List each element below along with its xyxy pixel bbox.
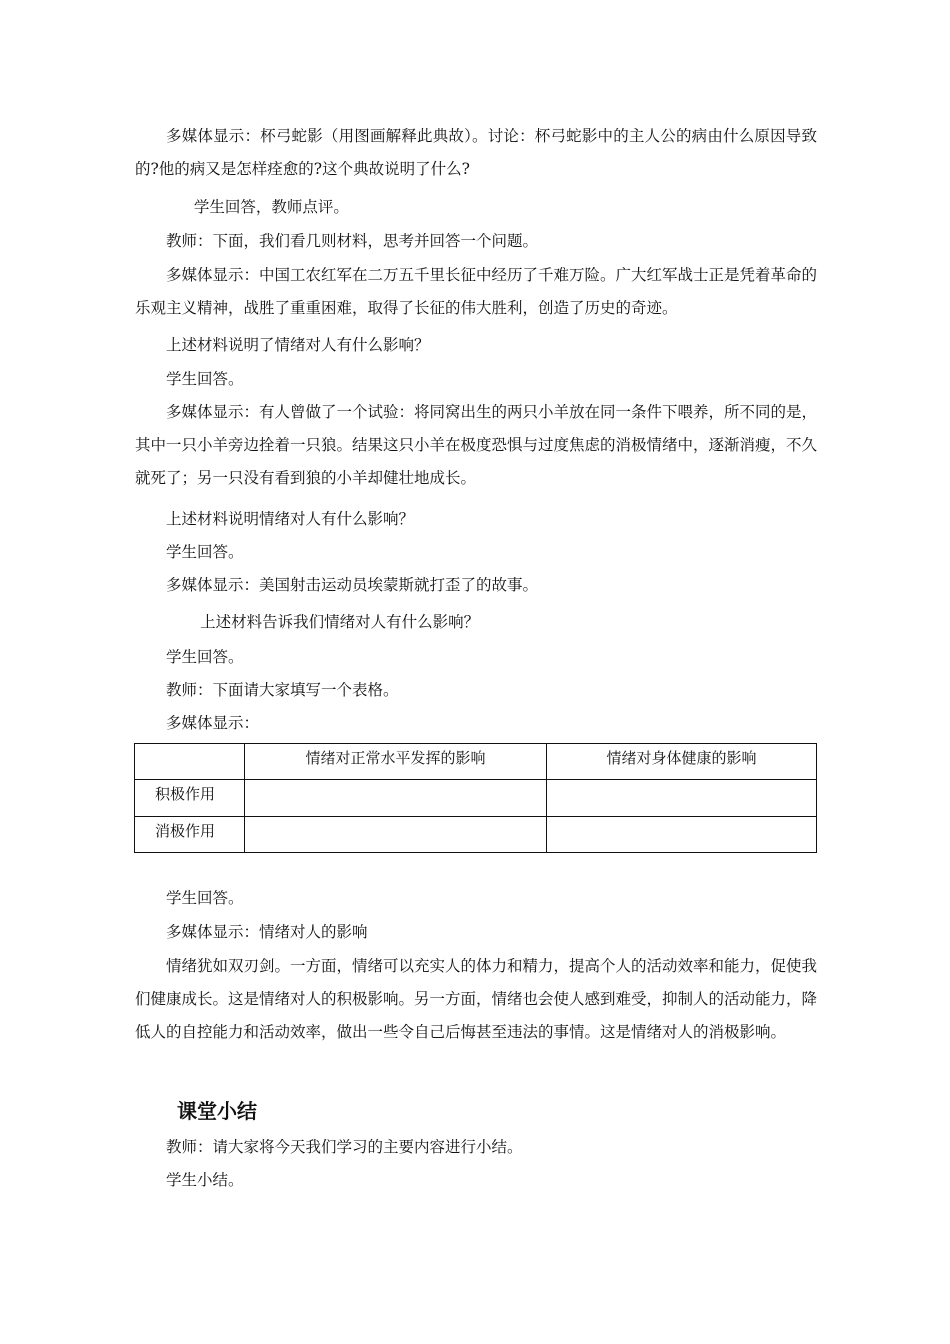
table-row	[135, 780, 817, 816]
table-cell	[547, 780, 817, 816]
paragraph: 上述材料说明情绪对人有什么影响？	[166, 510, 415, 528]
table-header-row	[135, 744, 817, 780]
paragraph: 教师：下面请大家填写一个表格。	[166, 681, 399, 699]
paragraph: 学生小结。	[166, 1171, 244, 1189]
paragraph: 多媒体显示：美国射击运动员埃蒙斯就打歪了的故事。	[166, 576, 539, 594]
paragraph: 多媒体显示：	[166, 714, 260, 732]
paragraph: 情绪犹如双刃剑。一方面，情绪可以充实人的体力和精力，提高个人的活动效率和能力，促使我们健康成长。这是情绪对人的积极影响。另一方面，情绪也会使人感到难受，抑制人的活动能力，降低人的自控能力和活动效率，做出一些令自己后悔甚至违法的事情。这是情绪对人的消极影响。	[135, 957, 818, 1041]
paragraph: 教师：下面，我们看几则材料，思考并回答一个问题。	[166, 232, 539, 250]
table-row	[135, 816, 817, 852]
table-header-cell	[135, 744, 245, 780]
emotion-impact-table	[134, 743, 817, 853]
paragraph: 学生回答，教师点评。	[193, 198, 349, 216]
paragraph: 上述材料说明了情绪对人有什么影响？	[166, 336, 430, 354]
paragraph: 多媒体显示：有人曾做了一个试验：将同窝出生的两只小羊放在同一条件下喂养，所不同的是，其中一只小羊旁边拴着一只狼。结果这只小羊在极度恐惧与过度焦虑的消极情绪中，逐渐消瘦，不久就死了；另一只没有看到狼的小羊却健壮地成长。	[135, 403, 818, 487]
paragraph: 多媒体显示：杯弓蛇影（用图画解释此典故）。讨论：杯弓蛇影中的主人公的病由什么原因导致的?他的病又是怎样痊愈的?这个典故说明了什么?	[135, 127, 817, 178]
table-header-cell: 情绪对身体健康的影响	[547, 744, 817, 780]
paragraph: 教师：请大家将今天我们学习的主要内容进行小结。	[166, 1138, 523, 1156]
table-cell	[547, 816, 817, 852]
paragraph: 学生回答。	[166, 543, 244, 561]
table-cell	[245, 780, 547, 816]
table-header-cell: 情绪对正常水平发挥的影响	[245, 744, 547, 780]
paragraph: 学生回答。	[166, 889, 244, 907]
paragraph: 多媒体显示：情绪对人的影响	[166, 923, 368, 941]
table-row-label: 积极作用	[135, 780, 245, 816]
paragraph: 学生回答。	[166, 648, 244, 666]
section-heading: 课堂小结	[177, 1099, 257, 1123]
paragraph: 上述材料告诉我们情绪对人有什么影响？	[200, 613, 480, 631]
table-row-label: 消极作用	[135, 816, 245, 852]
paragraph: 多媒体显示：中国工农红军在二万五千里长征中经历了千难万险。广大红军战士正是凭着革命的乐观主义精神，战胜了重重困难，取得了长征的伟大胜利，创造了历史的奇迹。	[135, 266, 818, 317]
table-cell	[245, 816, 547, 852]
paragraph: 学生回答。	[166, 370, 244, 388]
